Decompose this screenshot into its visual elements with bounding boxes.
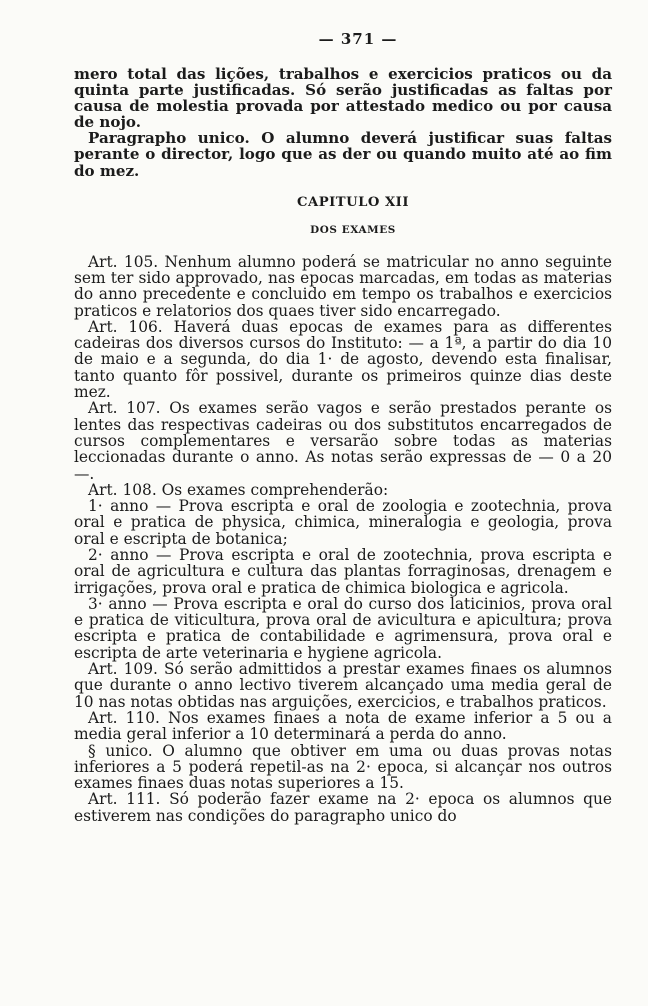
article-110: Art. 110. Nos exames finaes a nota de exame inferior a 5 ou a media geral inferior a 10 determinará a perda do anno.: [74, 708, 612, 744]
articles: [74, 254, 612, 824]
paragraph-unico: § unico. O alumno que obtiver em uma ou duas provas notas inferiores a 5 poderá repetil-as na 2· epoca, si alcançar nos outros exames finaes duas notas superiores a 15.: [74, 741, 612, 793]
article-106: Art. 106. Haverá duas epocas de exames para as differentes cadeiras dos diversos cursos do Instituto: — a 1ª, a partir do dia 10 de maio e a segunda, do dia 1· de agosto, devendo esta finalisar, tanto quanto fôr possivel, durante os primeiros quinze dias deste mez.: [74, 317, 612, 402]
page-number: — 371 —: [318, 30, 398, 48]
article-108: Art. 108. Os exames comprehenderão:: [88, 480, 389, 499]
paragraph: mero total das lições, trabalhos e exercicios praticos ou da quinta parte justificadas. Só serão justificadas as faltas por causa de molestia provada por attestado medico ou por causa de nojo.: [74, 65, 612, 132]
section-title: DOS EXAMES: [310, 223, 396, 236]
article-109: Art. 109. Só serão admittidos a prestar exames finaes os alumnos que durante o anno lectivo tiverem alcançado uma media geral de 10 nas notas obtidas nas arguições, exercicios, e trabalhos praticos.: [74, 660, 612, 711]
article-111: Art. 111. Só poderão fazer exame na 2· epoca os alumnos que estiverem nas condições do paragrapho unico do: [74, 790, 612, 825]
chapter-title: CAPITULO XII: [296, 194, 410, 210]
third-year-exams: 3· anno — Prova escripta e oral do curso dos laticinios, prova oral e pratica de viticultura, prova oral de avicultura e apicultura; prova escripta e pratica de contabilidade e agrimensura, prova oral e escripta de arte veterinaria e hygiene agricola.: [74, 594, 612, 662]
article-105: Art. 105. Nenhum alumno poderá se matricular no anno seguinte sem ter sido approvado, nas epocas marcadas, em todas as materias do anno precedente e concluido em tempo os trabalhos e exercicios praticos e relatorios dos quaes tiver sido encarregado.: [74, 252, 612, 320]
paragraph: Paragrapho unico. O alumno deverá justificar suas faltas perante o director, logo que as der ou quando muito até ao fim do mez.: [74, 129, 612, 180]
top-text: [74, 66, 612, 179]
second-year-exams: 2· anno — Prova escripta e oral de zootechnia, prova escripta e oral de agricultura e cultura das plantas forraginosas, drenagem e irrigações, prova oral e pratica de chimica biologica e agricola.: [74, 546, 612, 597]
first-year-exams: 1· anno — Prova escripta e oral de zoologia e zootechnia, prova oral e pratica de physica, chimica, mineralogia e geologia, prova oral e escripta de botanica;: [74, 497, 612, 548]
article-107: Art. 107. Os exames serão vagos e serão prestados perante os lentes das respectivas cadeiras ou dos substitutos encarregados de cursos complementares e versarão sobre todas as materias leccionadas durante o anno. As notas serão expressas de — 0 a 20 —.: [74, 399, 612, 483]
